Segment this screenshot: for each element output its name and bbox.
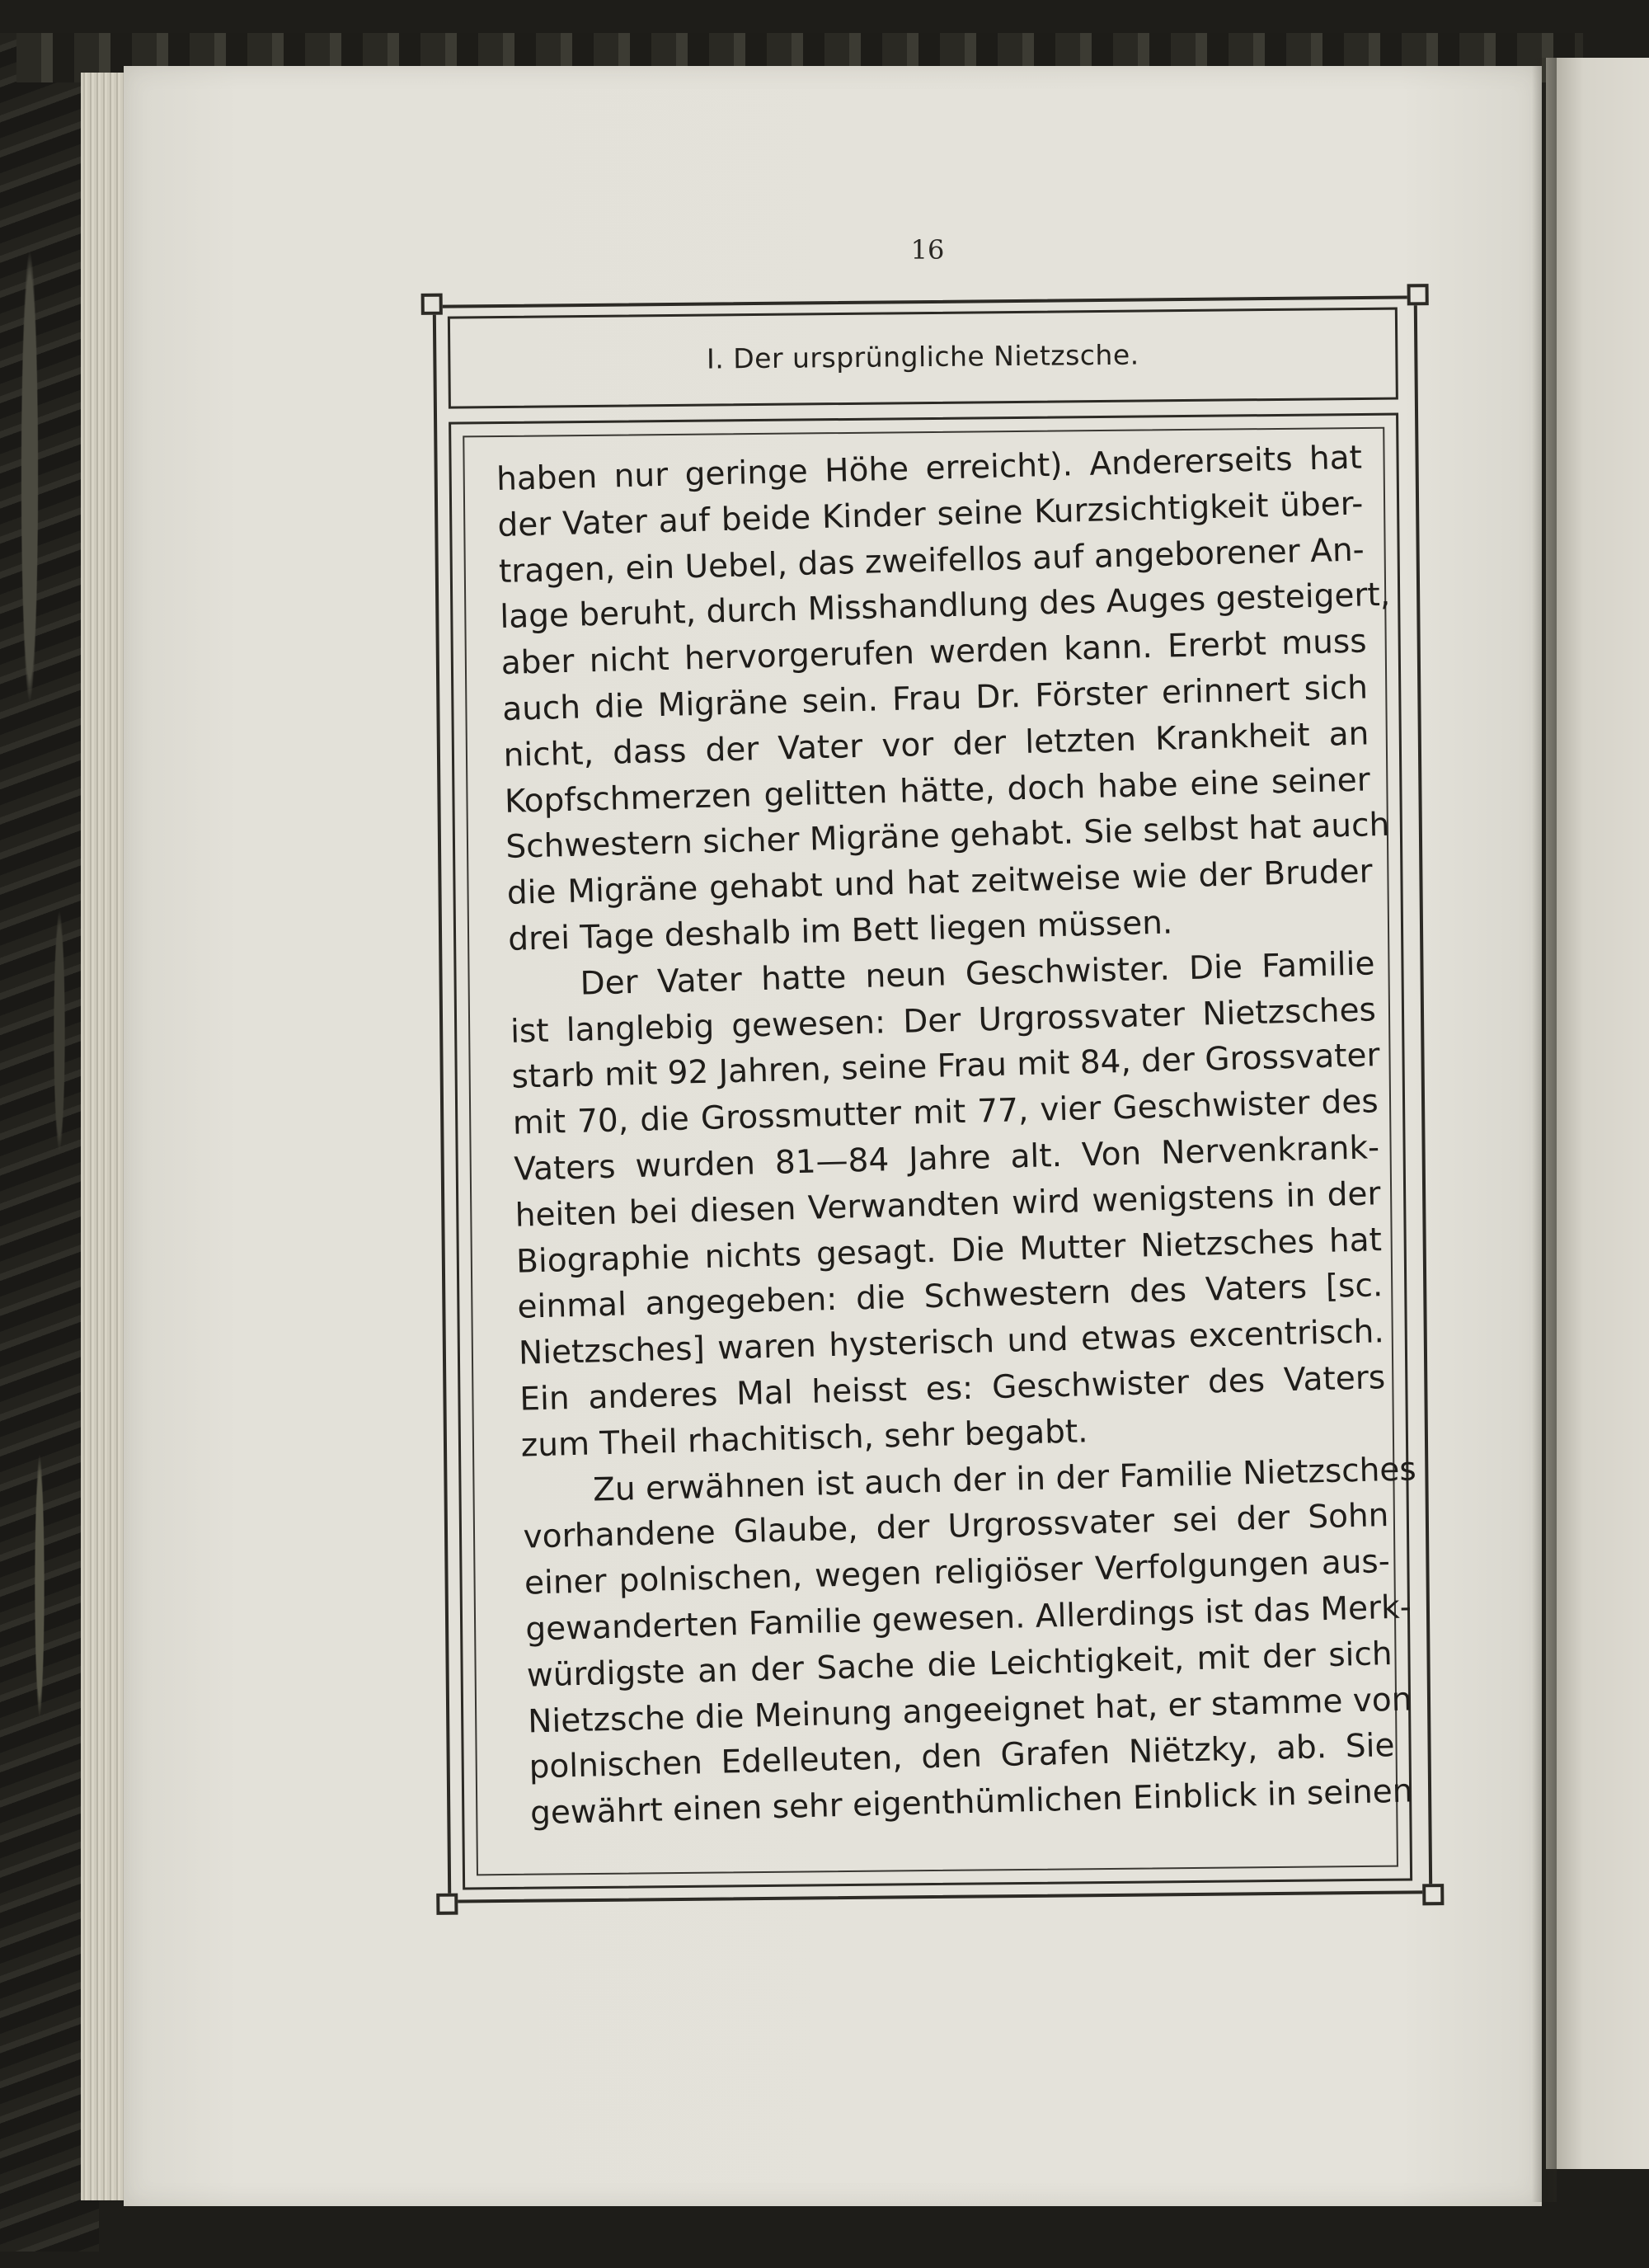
text-line: mit 70, die Grossmutter mit 77, vier Geschwister des xyxy=(512,1083,1379,1142)
text-line: würdigste an der Sache die Leichtigkeit, mit der sich xyxy=(526,1635,1393,1695)
text-line: ist langlebig gewesen: Der Urgrossvater Nietzsches xyxy=(510,990,1377,1051)
text-line: nicht, dass der Vater vor der letzten Krankheit an xyxy=(503,715,1369,774)
text-line: gewährt einen sehr eigenthümlichen Einblick in seinen xyxy=(529,1772,1414,1833)
text-line: polnischen Edelleuten, den Grafen Niëtzky, ab. Sie xyxy=(529,1727,1395,1786)
frame-corner-ornament xyxy=(436,1894,458,1915)
frame-corner-ornament xyxy=(1407,284,1429,305)
frame-corner-ornament xyxy=(421,294,443,315)
text-line: Der Vater hatte neun Geschwister. Die Familie xyxy=(580,945,1375,1003)
running-header-box xyxy=(448,308,1398,409)
text-line: auch die Migräne sein. Frau Dr. Förster erinnert sich xyxy=(501,669,1369,728)
text-line: die Migräne gehabt und hat zeitweise wie der Bruder xyxy=(506,853,1374,913)
text-line: vorhandene Glaube, der Urgrossvater sei der Sohn xyxy=(523,1497,1389,1556)
text-line: Biographie nichts gesagt. Die Mutter Nietzsches hat xyxy=(515,1221,1383,1281)
text-box xyxy=(449,413,1417,1890)
text-line: Schwestern sicher Migräne gehabt. Sie selbst hat auch xyxy=(505,807,1390,867)
text-line: Vaters wurden 81—84 Jahre alt. Von Nervenkrank- xyxy=(513,1129,1380,1188)
text-line: tragen, ein Uebel, das zweifellos auf angeborener An- xyxy=(498,531,1365,591)
facing-page xyxy=(1546,58,1649,2169)
text-line: drei Tage deshalb im Bett liegen müssen. xyxy=(507,904,1173,958)
text-line: der Vater auf beide Kinder seine Kurzsichtigkeit über- xyxy=(497,485,1364,544)
text-line: Kopfschmerzen gelitten hätte, doch habe eine seiner xyxy=(504,760,1371,821)
gutter-shadow xyxy=(1532,58,1557,2202)
text-line: Zu erwähnen ist auch der in der Familie Nietzsches xyxy=(592,1450,1417,1508)
text-line: einmal angegeben: die Schwestern des Vaters [sc. xyxy=(517,1267,1384,1327)
text-line: heiten bei diesen Verwandten wird wenigstens in der xyxy=(514,1174,1382,1235)
frame-corner-ornament xyxy=(1422,1884,1444,1905)
text-line: lage beruht, durch Misshandlung des Auges gesteigert, xyxy=(499,576,1391,637)
text-line: Nietzsche die Meinung angeeignet hat, er stamme von xyxy=(527,1680,1412,1741)
text-line: Nietzsches] waren hysterisch und etwas excentrisch. xyxy=(518,1313,1385,1372)
text-line: aber nicht hervorgerufen werden kann. Ererbt muss xyxy=(500,623,1368,683)
running-header: I. Der ursprüngliche Nietzsche. xyxy=(706,338,1139,375)
page-number: 16 xyxy=(910,234,945,266)
text-line: einer polnischen, wegen religiöser Verfolgungen aus- xyxy=(524,1543,1391,1602)
body-text xyxy=(496,435,1417,1837)
text-line: gewanderten Familie gewesen. Allerdings ist das Merk- xyxy=(524,1588,1412,1649)
text-line: haben nur geringe Höhe erreicht). Andererseits hat xyxy=(496,439,1363,499)
text-line: starb mit 92 Jahren, seine Frau mit 84, der Grossvater xyxy=(510,1037,1381,1097)
decorative-frame xyxy=(433,295,1433,1903)
text-line: Ein anderes Mal heisst es: Geschwister des Vaters xyxy=(519,1359,1386,1419)
text-line: zum Theil rhachitisch, sehr begabt. xyxy=(520,1412,1089,1465)
